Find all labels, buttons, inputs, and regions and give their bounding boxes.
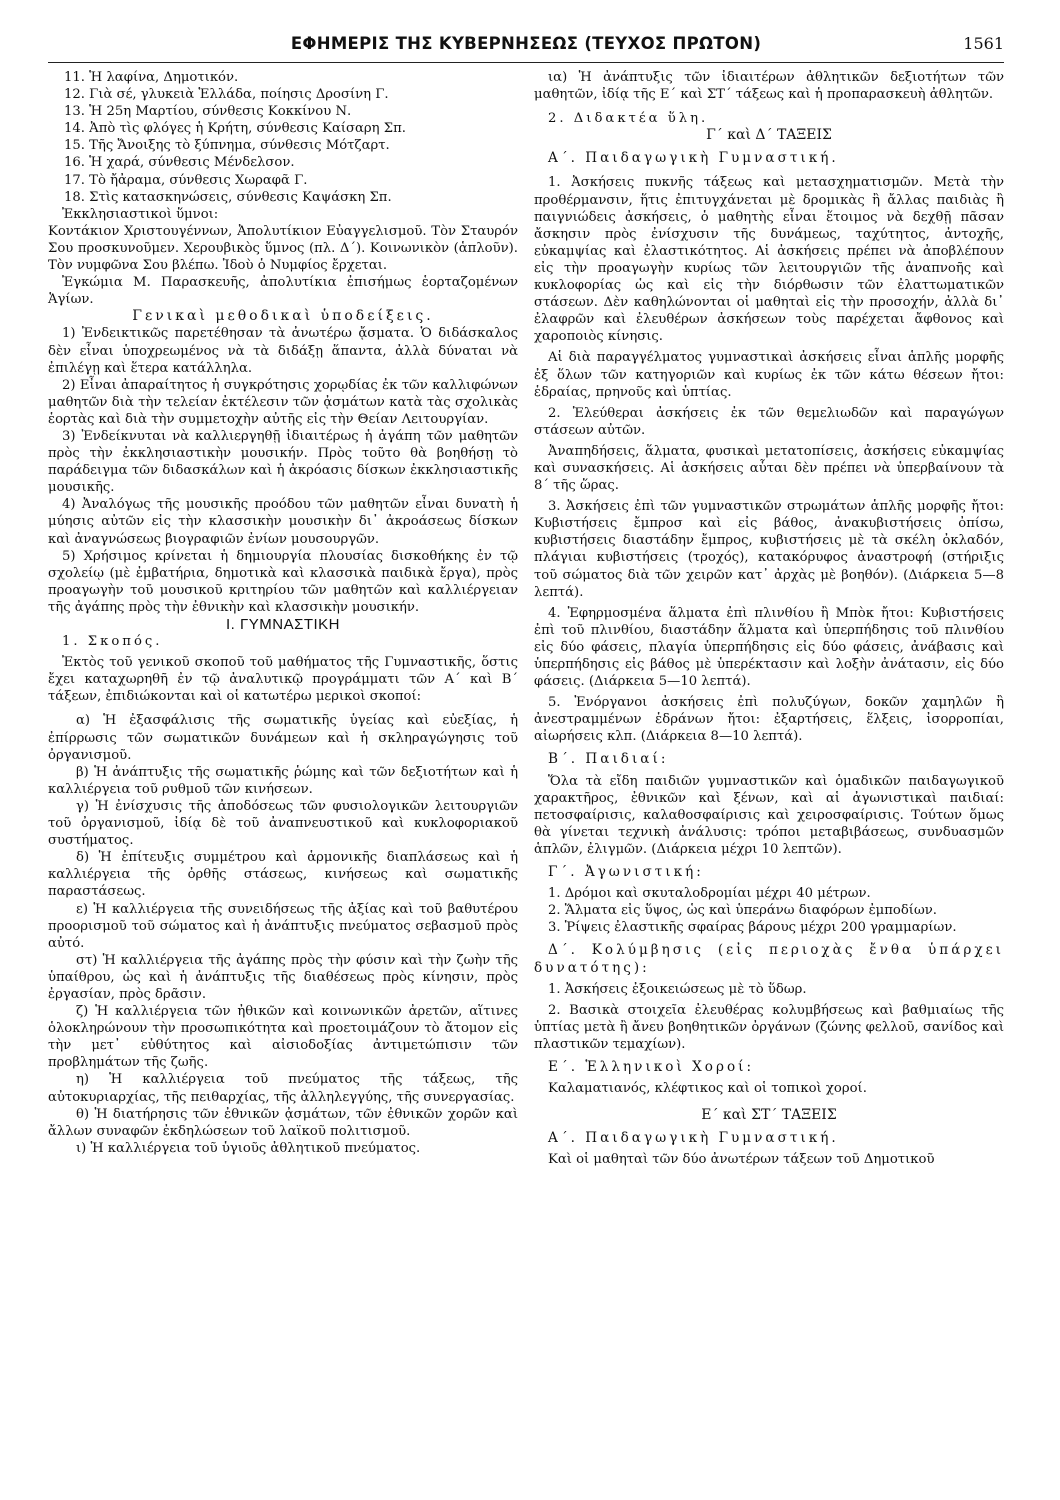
list-item: 3. Ῥίψεις ἐλαστικῆς σφαίρας βάρους μέχρι 200 γραμμαρίων. (548, 920, 957, 936)
body-paragraph: Αἱ διὰ παραγγέλματος γυμναστικαὶ ἀσκήσεις εἶναι ἁπλῆς μορφῆς ἐξ ὅλων τῶν κατηγοριῶν καὶ κυρίως ἐκ τῶν κάτω θέσεων ἤτοι: ἑδραίας, πρηνοῦς καὶ ὑπτίας. (534, 350, 1004, 400)
body-paragraph: 3. Ἀσκήσεις ἐπὶ τῶν γυμναστικῶν στρωμάτων ἁπλῆς μορφῆς ἤτοι: Κυβιστήσεις ἔμπροσ καὶ εἰς βάθος, ἀνακυβιστήσεις ὀπίσω, κυβιστήσεις διαστάδην ἔμπρος, κυβιστήσεις μὲ τὰ σκέλη ὀκλαδόν, πλάγιαι κυβιστήσεις (τροχός), κατακόρυφος ἀναστροφή (στήριξις τοῦ σώματος διὰ τῶν χειρῶν κατ᾽ ἀρχὰς μὲ βοηθόν). (Διάρκεια 5—8 λεπτά). (534, 499, 1004, 600)
aim-item: ε) Ἡ καλλιέργεια τῆς συνειδήσεως τῆς ἀξίας καὶ τοῦ βαθυτέρου προορισμοῦ τοῦ σώματος καὶ ἡ ἀνάπτυξις πνεύματος σεβασμοῦ πρὸς αὐτό. (48, 901, 518, 951)
grade-heading-ef: Ε΄ καὶ ΣΤ΄ ΤΑΞΕΙΣ (701, 1107, 837, 1124)
aim-item: δ) Ἡ ἐπίτευξις συμμέτρου καὶ ἁρμονικῆς διαπλάσεως καὶ ἡ καλλιέργεια τῆς ὀρθῆς στάσεως, κινήσεως καὶ σωματικῆς παραστάσεως. (48, 850, 518, 900)
song-item: 18. Στὶς κατασκηνώσεις, σύνθεσις Καψάσκη Σπ. (64, 189, 392, 205)
aim-heading: 1. Σκοπός. (62, 634, 163, 650)
method-paragraph: 3) Ἐνδείκνυται νὰ καλλιεργηθῇ ἰδιαιτέρως ἡ ἀγάπη τῶν μαθητῶν πρὸς τὴν ἐκκλησιαστικὴν μουσικήν. Πρὸς τοῦτο θὰ βοηθήσῃ τὸ παράδειγμα τῶν διδασκάλων καὶ ἡ ἀκρόασις δίσκων ἐκκλησιαστικῆς μουσικῆς. (48, 428, 518, 496)
page-header (48, 34, 1004, 60)
hymns-intro: Ἐκκλησιαστικοὶ ὕμνοι: (62, 206, 219, 222)
header-rule (48, 62, 1004, 63)
method-paragraph: 2) Εἶναι ἀπαραίτητος ἡ συγκρότησις χορῳδίας ἐκ τῶν καλλιφώνων μαθητῶν διὰ τὴν τελείαν ἐκτέλεσιν τῶν ᾀσμάτων κατὰ τὰς σχολικὰς ἑορτὰς καὶ διὰ τὴν συμμετοχὴν αὐτῆς εἰς τὴν Θείαν Λειτουργίαν. (48, 377, 518, 427)
aim-intro: Ἐκτὸς τοῦ γενικοῦ σκοποῦ τοῦ μαθήματος τῆς Γυμναστικῆς, ὅστις ἔχει καταχωρηθῆ ἐν τῷ ἀναλυτικῷ προγράμματι τῶν Α΄ καὶ Β΄ τάξεων, ἐπιδιώκονται καὶ οἱ κατωτέρω μερικοὶ σκοποί: (48, 655, 518, 705)
body-paragraph: 2. Ἐλεύθεραι ἀσκήσεις ἐκ τῶν θεμελιωδῶν καὶ παραγώγων στάσεων αὐτῶν. (534, 405, 1004, 438)
page-number: 1561 (963, 34, 1004, 53)
body-paragraph: Ὅλα τὰ εἴδη παιδιῶν γυμναστικῶν καὶ ὁμαδικῶν παιδαγωγικοῦ χαρακτῆρος, ἐθνικῶν καὶ ξένων, καὶ αἱ ἀγωνιστικαὶ παιδιαί: πετοσφαίρισις, καλαθοσφαίρισις καὶ χειροσφαίρισις. Τούτων ὅμως θὰ γίνεται τεχνικὴ ἀνάλυσις: τρόποι μεταβιβάσεως, συνδυασμῶν ἁπλῶν, ἐλιγμῶν. (Διάρκεια μέχρι 10 λεπτῶν). (534, 773, 1004, 857)
list-item: 2. Βασικὰ στοιχεῖα ἐλευθέρας κολυμβήσεως καὶ βαθμιαίως τῆς ὑπτίας μετὰ ἢ ἄνευ βοηθητικῶν ὀργάνων (ζώνης φελλοῦ, σανίδος καὶ πλαστικῶν τεμαχίων). (534, 1002, 1004, 1052)
song-item: 15. Τῆς Ἄνοιξης τὸ ξύπνημα, σύνθεσις Μότζαρτ. (64, 138, 390, 154)
grade-heading-cd: Γ΄ καὶ Δ΄ ΤΑΞΕΙΣ (706, 127, 832, 144)
song-item: 14. Ἀπὸ τὶς φλόγες ἡ Κρήτη, σύνθεσις Καίσαρη Σπ. (64, 121, 406, 137)
song-item: 16. Ἡ χαρά, σύνθεσις Μένδελσον. (64, 155, 295, 171)
aim-item: α) Ἡ ἐξασφάλισις τῆς σωματικῆς ὑγείας καὶ εὐεξίας, ἡ ἐπίρρωσις τῶν σωματικῶν δυνάμεων καὶ ἡ σκληραγώγησις τοῦ ὀργανισμοῦ. (48, 713, 518, 763)
song-item: 12. Γιὰ σέ, γλυκειὰ Ἑλλάδα, ποίησις Δροσίνη Γ. (64, 87, 389, 103)
body-paragraph: Ἀναπηδήσεις, ἅλματα, φυσικαὶ μετατοπίσεις, ἀσκήσεις εὐκαμψίας καὶ συνασκήσεις. Αἱ ἀσκήσεις αὗται δὲν πρέπει νὰ ὑπερβαίνουν τὰ 8΄ τῆς ὥρας. (534, 443, 1004, 494)
method-paragraph: 5) Χρήσιμος κρίνεται ἡ δημιουργία πλουσίας δισκοθήκης ἐν τῷ σχολείῳ (μὲ ἐμβατήρια, δημοτικὰ καὶ κλασσικὰ παιδικὰ ἔργα), πρὸς προαγωγὴν τοῦ μουσικοῦ κριτηρίου τῶν μαθητῶν καὶ καλλιέργειαν τῆς ἀγάπης πρὸς τὴν ἐθνικὴν καὶ κλασσικὴν μουσικήν. (48, 548, 518, 615)
subsection-heading: Γ΄. Ἀγωνιστική: (548, 864, 704, 881)
body-paragraph: 5. Ἐνόργανοι ἀσκήσεις ἐπὶ πολυζύγων, δοκῶν χαμηλῶν ἢ ἀνεστραμμένων ἑδράνων ἤτοι: ἐξαρτήσεις, ἕλξεις, ἰσορροπίαι, αἰωρήσεις κλπ. (Διάρκεια 8—10 λεπτά). (534, 695, 1004, 745)
left-column (48, 69, 518, 1168)
aim-item: ια) Ἡ ἀνάπτυξις τῶν ἰδιαιτέρων ἀθλητικῶν δεξιοτήτων τῶν μαθητῶν, ἰδίᾳ τῆς Ε΄ καὶ ΣΤ΄ τάξεως καὶ ἡ προπαρασκευὴ ἀθλητῶν. (534, 70, 1004, 103)
methods-heading: Γενικαὶ μεθοδικαὶ ὑποδείξεις. (132, 308, 434, 325)
song-item: 13. Ἡ 25η Μαρτίου, σύνθεσις Κοκκίνου Ν. (64, 104, 352, 120)
subsection-heading: Δ΄. Κολύμβησις (εἰς περιοχὰς ἔνθα ὑπάρχει δυνατότης): (534, 942, 1004, 976)
aim-item: β) Ἡ ἀνάπτυξις τῆς σωματικῆς ῥώμης καὶ τῶν δεξιοτήτων καὶ ἡ καλλιέργεια τοῦ ρυθμοῦ τῶν κινήσεων. (48, 764, 518, 797)
two-column-body (48, 69, 1004, 1168)
material-heading: 2. Διδακτέα ὕλη. (548, 111, 709, 127)
song-item: 11. Ἡ λαφίνα, Δημοτικόν. (64, 70, 239, 85)
aim-item: γ) Ἡ ἐνίσχυσις τῆς ἀποδόσεως τῶν φυσιολογικῶν λειτουργιῶν τοῦ ὀργανισμοῦ, ἰδίᾳ δὲ τοῦ ἀναπνευστικοῦ καὶ κυκλοφοριακοῦ συστήματος. (48, 798, 518, 849)
list-item: 1. Δρόμοι καὶ σκυταλοδρομίαι μέχρι 40 μέτρων. (548, 886, 871, 902)
subsection-heading: Β΄. Παιδιαί: (548, 751, 669, 768)
subsection-heading: Ε΄. Ἑλληνικοὶ Χοροί: (548, 1058, 755, 1075)
list-item: 1. Ἀσκήσεις ἐξοικειώσεως μὲ τὸ ὕδωρ. (548, 981, 807, 997)
body-paragraph: Καλαματιανός, κλέφτικος καὶ οἱ τοπικοὶ χοροί. (548, 1081, 867, 1097)
song-item: 17. Τὸ ἤἀραμα, σύνθεσις Χωραφᾶ Γ. (64, 172, 308, 188)
list-item: 2. Ἅλματα εἰς ὕψος, ὡς καὶ ὑπεράνω διαφόρων ἐμποδίων. (548, 903, 937, 919)
right-column (534, 69, 1004, 1168)
body-paragraph: Καὶ οἱ μαθηταὶ τῶν δύο ἀνωτέρων τάξεων τοῦ Δημοτικοῦ (548, 1152, 935, 1168)
aim-item: στ) Ἡ καλλιέργεια τῆς ἀγάπης πρὸς τὴν φύσιν καὶ τὴν ζωὴν τῆς ὑπαίθρου, ὡς καὶ ἡ ἀνάπτυξις τῆς διαθέσεως πρὸς κίνησιν, πρὸς ἐργασίαν, πρὸς δρᾶσιν. (48, 952, 518, 1002)
aim-item: ζ) Ἡ καλλιέργεια τῶν ἠθικῶν καὶ κοινωνικῶν ἀρετῶν, αἵτινες ὁλοκληρώνουν τὴν προσωπικότητα καὶ προετοιμάζουν τὸ ἄτομον εἰς τὴν μετ᾽ εὐθύτητος καὶ αἰσιοδοξίας ἀντιμετώπισιν τῶν προβλημάτων τῆς ζωῆς. (48, 1004, 518, 1071)
method-paragraph: 1) Ἐνδεικτικῶς παρετέθησαν τὰ ἀνωτέρω ᾄσματα. Ὁ διδάσκαλος δὲν εἶναι ὑποχρεωμένος νὰ τὰ διδάξῃ ἅπαντα, ἀλλὰ δύναται νὰ ἐπιλέγῃ καὶ ἕτερα κατάλληλα. (48, 326, 518, 376)
aim-item: ι) Ἡ καλλιέργεια τοῦ ὑγιοῦς ἀθλητικοῦ πνεύματος. (76, 1140, 421, 1156)
subsection-heading: Α΄. Παιδαγωγικὴ Γυμναστική. (548, 1130, 839, 1147)
hymns-list: Κοντάκιον Χριστουγέννων, Ἀπολυτίκιον Εὐαγγελισμοῦ. Τὸν Σταυρόν Σου προσκυνοῦμεν. Χερουβικὸς ὕμνος (πλ. Δ΄). Κοινωνικὸν (ἁπλοῦν). Τὸν νυμφῶνα Σου βλέπω. Ἰδοὺ ὁ Νυμφίος ἔρχεται. (48, 223, 518, 274)
section-title: Ι. ΓΥΜΝΑΣΤΙΚΗ (225, 616, 341, 633)
aim-item: θ) Ἡ διατήρησις τῶν ἐθνικῶν ᾀσμάτων, τῶν ἐθνικῶν χορῶν καὶ ἄλλων συναφῶν ἐκδηλώσεων τοῦ λαϊκοῦ πολιτισμοῦ. (48, 1106, 518, 1139)
method-paragraph: 4) Ἀναλόγως τῆς μουσικῆς προόδου τῶν μαθητῶν εἶναι δυνατὴ ἡ μύησις αὐτῶν εἰς τὴν κλασσικὴν μουσικὴν δι᾽ ἀκροάσεως δίσκων καὶ ἀναγνώσεως βιογραφιῶν ἐνίων μουσουργῶν. (48, 497, 518, 547)
body-paragraph: 1. Ἀσκήσεις πυκνῆς τάξεως καὶ μετασχηματισμῶν. Μετὰ τὴν προθέρμανσιν, ἥτις ἐπιτυγχάνεται μὲ δρομικὰς ἢ ἄλλας παιδιὰς ἢ παιγνιώδεις ἀσκήσεις, ὁ μαθητὴς εἶναι ἕτοιμος νὰ δεχθῇ πᾶσαν ἄσκησιν πρὸς ἐνίσχυσιν τῆς δυνάμεως, ταχύτητος, ἀντοχῆς, εὐκαμψίας καὶ ἐλαστικότητος. Αἱ ἀσκήσεις πρέπει νὰ ἀποβλέπουν εἰς τὴν προαγωγὴν κυρίως τῶν λειτουργιῶν τῆς ἀναπνοῆς καὶ κυκλοφορίας ὡς καὶ εἰς τὴν διόρθωσιν τῶν ἐλαττωματικῶν στάσεων. Δὲν καθηλώνονται οἱ μαθηταὶ εἰς τὴν προσοχήν, ἀλλὰ δι᾽ ἐλαφρῶν καὶ ἐλευθέρων ἀσκήσεων τοὺς παρέχεται ἄφθονος καὶ χαροποιὸς κίνησις. (534, 175, 1004, 345)
aim-item: η) Ἡ καλλιέργεια τοῦ πνεύματος τῆς τάξεως, τῆς αὐτοκυριαρχίας, τῆς πειθαρχίας, τῆς ἀλληλεγγύης, τῆς συνεργασίας. (48, 1072, 518, 1105)
gazette-title: ΕΦΗΜΕΡΙΣ ΤΗΣ ΚΥΒΕΡΝΗΣΕΩΣ (ΤΕΥΧΟΣ ΠΡΩΤΟΝ) (290, 34, 762, 53)
body-paragraph: 4. Ἐφηρμοσμένα ἅλματα ἐπὶ πλινθίου ἢ Μπὸκ ἤτοι: Κυβιστήσεις ἐπὶ τοῦ πλινθίου, διαστάδην ἅλματα καὶ ὑπερπήδησις τοῦ πλινθίου εἰς δύο φάσεις, πλαγία ὑπερπήδησις εἰς δύο φάσεις, ἀνάβασις καὶ ὑπερπήδησις εἰς βάθος μὲ ὑπερέκτασιν καὶ λοξὴν ἀνάτασιν, εἰς δύο φάσεις. (Διάρκεια 5—10 λεπτά). (534, 605, 1004, 690)
encomia-text: Ἐγκώμια Μ. Παρασκευῆς, ἀπολυτίκια ἐπισήμως ἑορταζομένων Ἁγίων. (48, 275, 518, 308)
subsection-heading: Α΄. Παιδαγωγικὴ Γυμναστική. (548, 150, 839, 167)
